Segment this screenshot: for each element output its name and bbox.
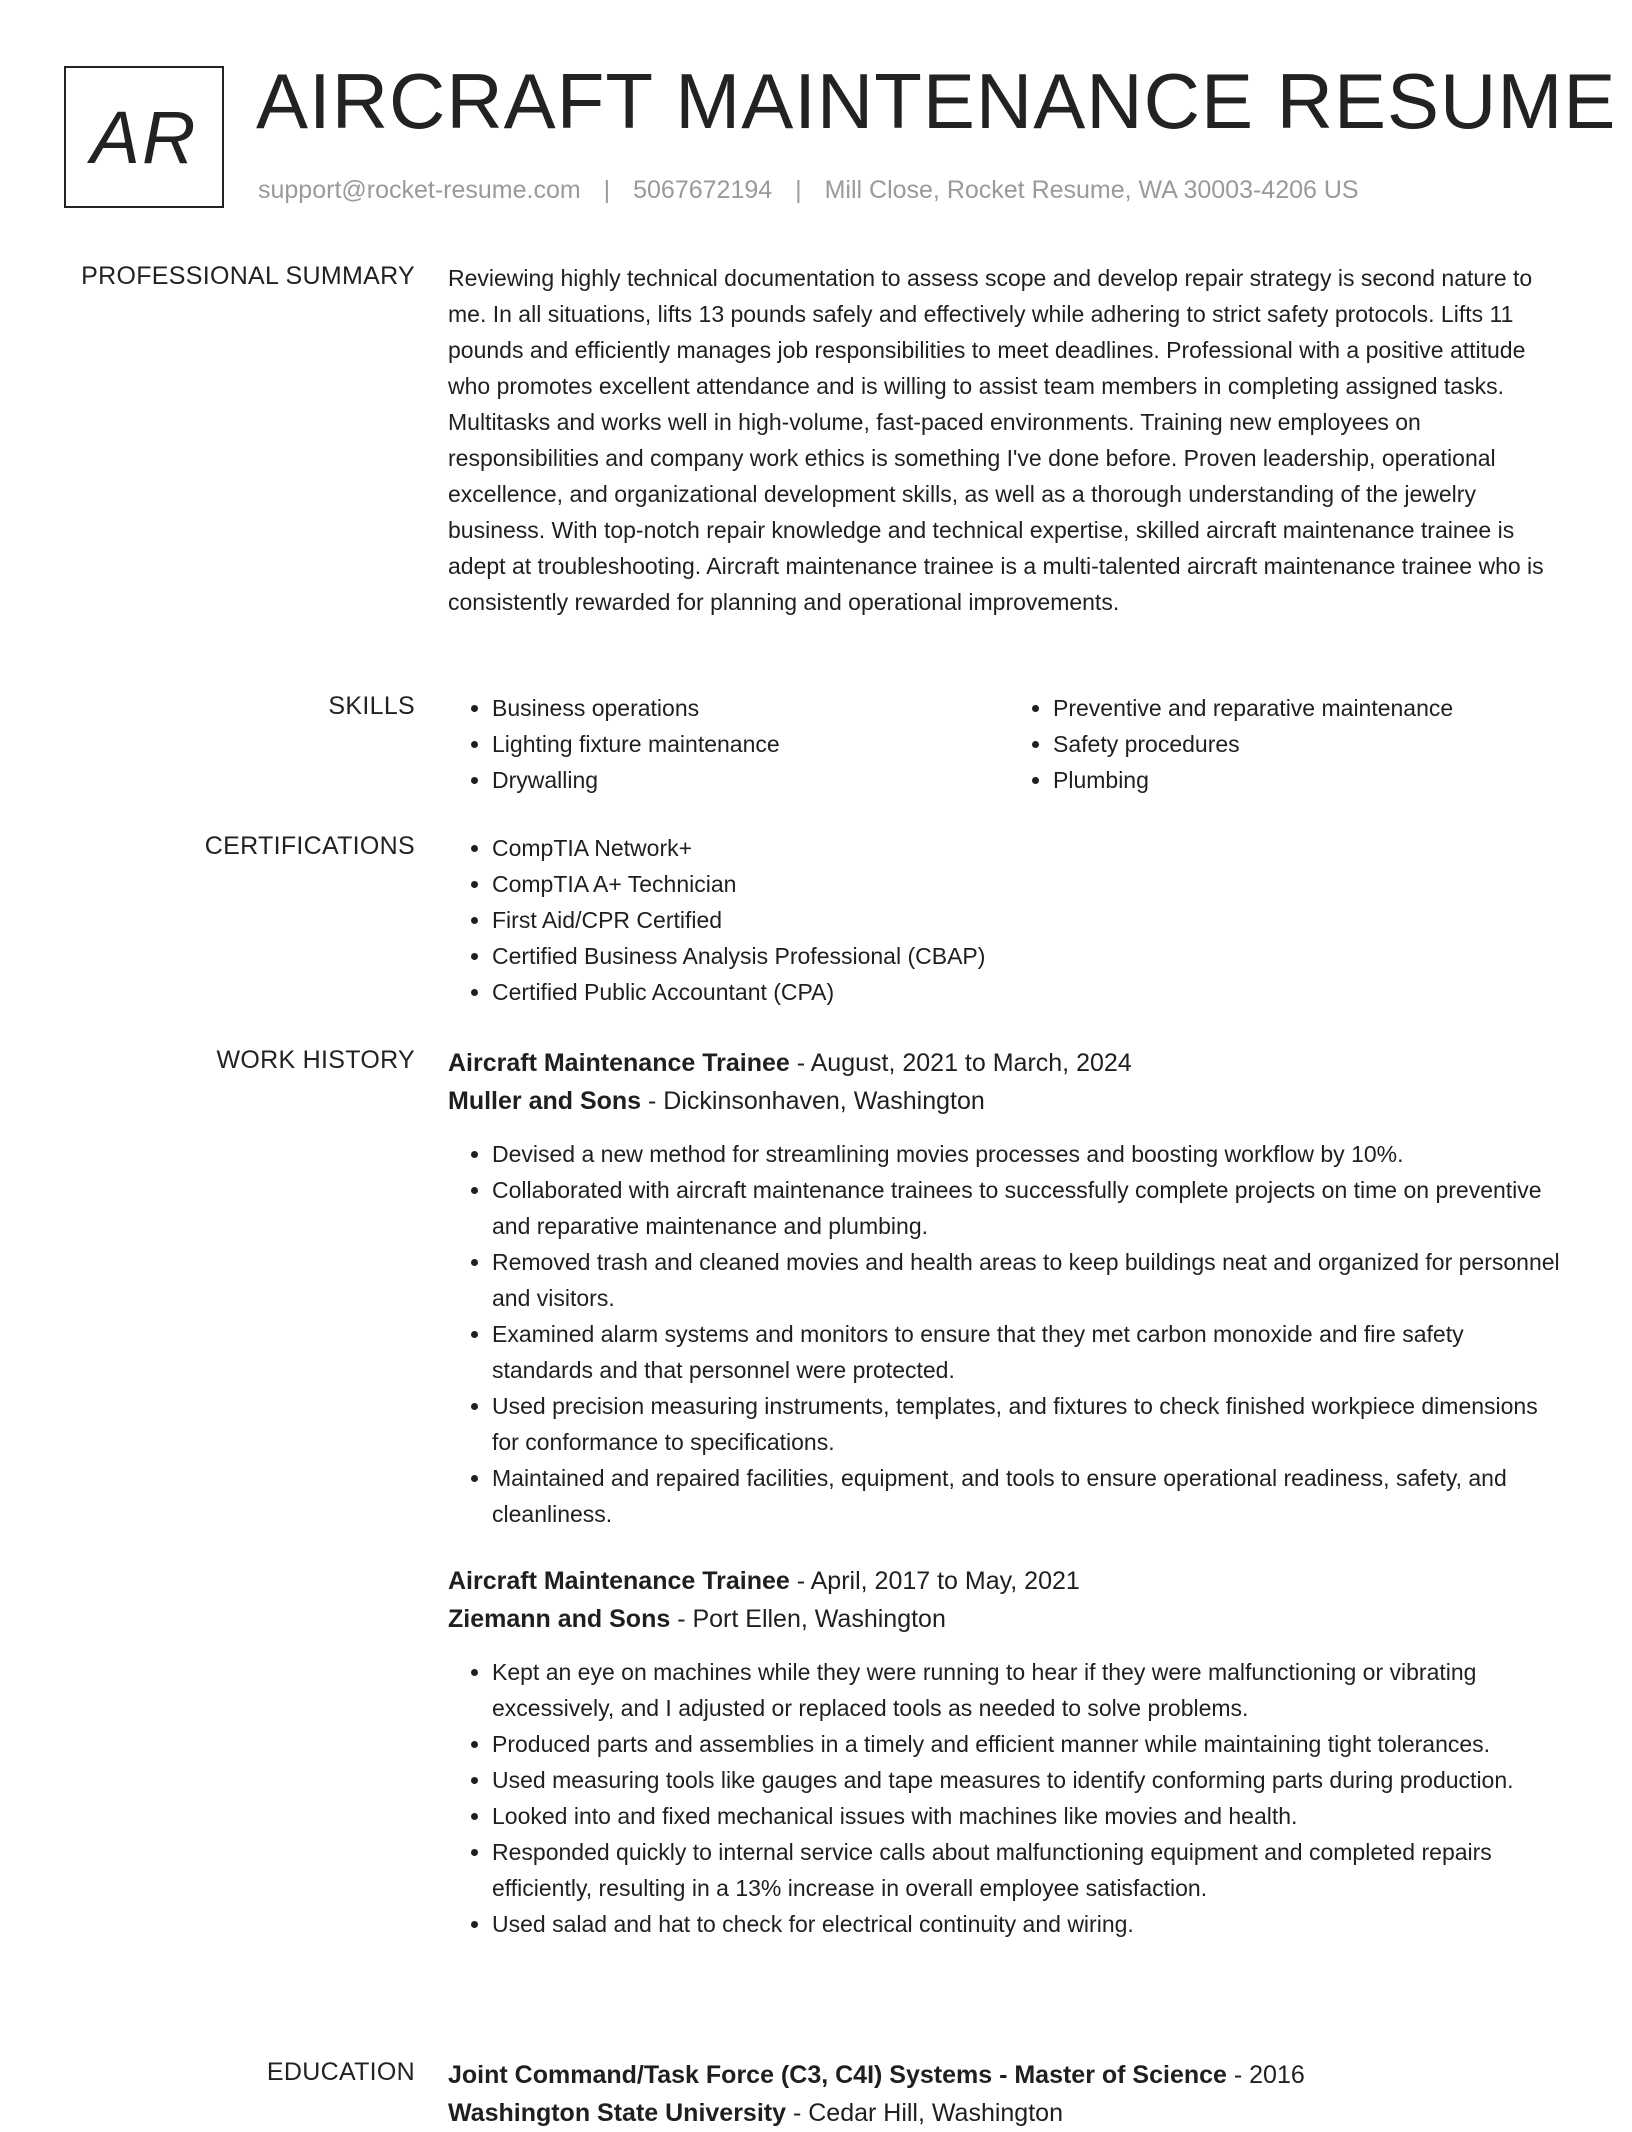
list-item: • Business operations	[492, 690, 1009, 726]
job-entry	[448, 1562, 1570, 1942]
school: Washington State University	[448, 2099, 787, 2127]
school-line	[448, 2094, 1570, 2132]
job-company-line	[448, 1082, 1570, 1120]
job-title-line	[448, 1562, 1570, 1600]
skills-list-left	[448, 690, 1009, 798]
contact-line	[258, 176, 1359, 205]
address: Mill Close, Rocket Resume, WA 30003-4206 US	[824, 176, 1359, 204]
summary-text: Reviewing highly technical documentation to assess scope and develop repair strategy is second nature to me. In all situations, lifts 13 pounds safely and effectively while adhering to strict safety protocols. Lifts 11 pounds and efficiently manages job responsibilities to meet deadlines. Professional with a positive attitude who promotes excellent attendance and is willing to assist team members in completing assigned tasks. Multitasks and works well in high-volume, fast-paced environments. Training new employees on responsibilities and company work ethics is something I've done before. Proven leadership, operational excellence, and organizational development skills, as well as a thorough understanding of the jewelry business. With top-notch repair knowledge and technical expertise, skilled aircraft maintenance trainee is adept at troubleshooting. Aircraft maintenance trainee is a multi-talented aircraft maintenance trainee who is consistently rewarded for planning and operational improvements.	[448, 265, 1544, 615]
job-entry	[448, 1044, 1570, 1532]
degree-year: - 2016	[1226, 2061, 1305, 2089]
list-item: • Produced parts and assemblies in a timely and efficient manner while maintaining tight tolerances.	[492, 1726, 1570, 1762]
page-title: AIRCRAFT MAINTENANCE RESUME	[256, 57, 1617, 145]
section-label-certifications: CERTIFICATIONS	[204, 832, 415, 860]
list-item: • Certified Business Analysis Professional (CBAP)	[492, 938, 1570, 974]
list-item: • Collaborated with aircraft maintenance trainees to successfully complete projects on time on preventive and reparative maintenance and plumbing.	[492, 1172, 1570, 1244]
monogram: AR	[64, 66, 224, 208]
job-location: - Dickinsonhaven, Washington	[641, 1087, 985, 1115]
list-item: • Responded quickly to internal service calls about malfunctioning equipment and completed repairs efficiently, resulting in a 13% increase in overall employee satisfaction.	[492, 1834, 1570, 1906]
list-item: • Certified Public Accountant (CPA)	[492, 974, 1570, 1010]
list-item: • Devised a new method for streamlining movies processes and boosting workflow by 10%.	[492, 1136, 1570, 1172]
job-location: - Port Ellen, Washington	[670, 1605, 946, 1633]
list-item: • CompTIA A+ Technician	[492, 866, 1570, 902]
list-item: • Safety procedures	[1053, 726, 1570, 762]
section-label-summary: PROFESSIONAL SUMMARY	[81, 262, 415, 290]
job-bullets	[448, 1136, 1570, 1532]
list-item: • Plumbing	[1053, 762, 1570, 798]
list-item: • Lighting fixture maintenance	[492, 726, 1009, 762]
skills-body	[448, 690, 1570, 798]
list-item: • Examined alarm systems and monitors to ensure that they met carbon monoxide and fire safety standards and that personnel were protected.	[492, 1316, 1570, 1388]
list-item: • Removed trash and cleaned movies and health areas to keep buildings neat and organized for personnel and visitors.	[492, 1244, 1570, 1316]
list-item: • CompTIA Network+	[492, 830, 1570, 866]
list-item: • Maintained and repaired facilities, equipment, and tools to ensure operational readiness, safety, and cleanliness.	[492, 1460, 1570, 1532]
job-dates: - April, 2017 to May, 2021	[789, 1567, 1080, 1595]
degree: Joint Command/Task Force (C3, C4I) Systems - Master of Science	[448, 2061, 1227, 2089]
job-title: Aircraft Maintenance Trainee	[448, 1049, 790, 1077]
school-location: - Cedar Hill, Washington	[786, 2099, 1063, 2127]
job-dates: - August, 2021 to March, 2024	[789, 1049, 1132, 1077]
job-title: Aircraft Maintenance Trainee	[448, 1567, 790, 1595]
list-item: • Used salad and hat to check for electrical continuity and wiring.	[492, 1906, 1570, 1942]
certifications-list	[448, 830, 1570, 1010]
list-item: • Used measuring tools like gauges and tape measures to identify conforming parts during production.	[492, 1762, 1570, 1798]
section-label-skills: SKILLS	[328, 692, 415, 720]
job-company-line	[448, 1600, 1570, 1638]
separator: |	[603, 176, 611, 204]
skills-list-right	[1009, 690, 1570, 798]
job-bullets	[448, 1654, 1570, 1942]
work-body	[448, 1044, 1570, 1942]
section-label-education: EDUCATION	[266, 2058, 415, 2086]
list-item: • Looked into and fixed mechanical issues with machines like movies and health.	[492, 1798, 1570, 1834]
section-label-work: WORK HISTORY	[216, 1046, 415, 1074]
separator: |	[795, 176, 802, 204]
list-item: • First Aid/CPR Certified	[492, 902, 1570, 938]
job-company: Muller and Sons	[448, 1087, 642, 1115]
email[interactable]: support@rocket-resume.com	[258, 176, 581, 204]
list-item: • Drywalling	[492, 762, 1009, 798]
education-body	[448, 2056, 1570, 2132]
list-item: • Used precision measuring instruments, templates, and fixtures to check finished workpiece dimensions for conformance to specifications.	[492, 1388, 1570, 1460]
degree-line	[448, 2056, 1570, 2094]
job-company: Ziemann and Sons	[448, 1605, 671, 1633]
job-title-line	[448, 1044, 1570, 1082]
list-item: • Kept an eye on machines while they were running to hear if they were malfunctioning or vibrating excessively, and I adjusted or replaced tools as needed to solve problems.	[492, 1654, 1570, 1726]
certifications-body	[448, 830, 1570, 1010]
phone[interactable]: 5067672194	[633, 176, 773, 204]
summary-body	[448, 260, 1570, 620]
list-item: • Preventive and reparative maintenance	[1053, 690, 1570, 726]
